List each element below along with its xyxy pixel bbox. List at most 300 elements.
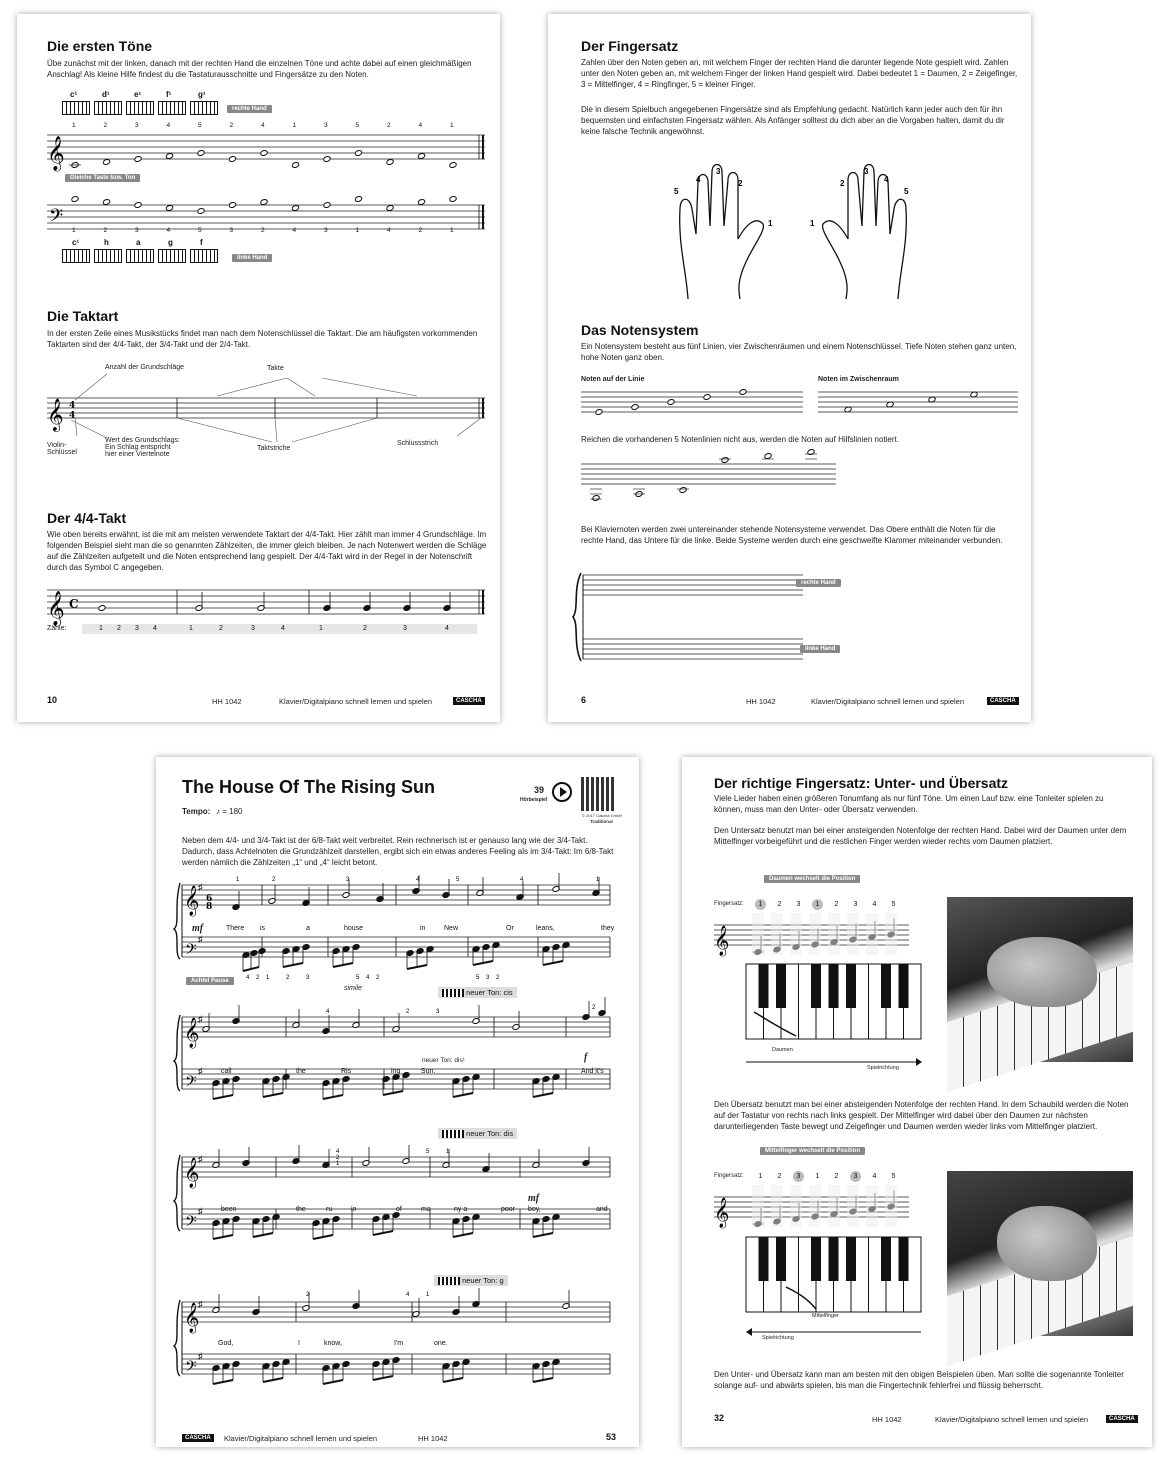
brace-icon [573, 573, 581, 661]
finger-number: 2 [834, 1173, 839, 1180]
finger-number: 4 [166, 122, 171, 129]
note [102, 159, 110, 166]
count-number: 1 [99, 625, 103, 632]
mini-keyboard-icon [62, 101, 90, 115]
note [134, 202, 142, 209]
lyric-word: poor [501, 1206, 516, 1213]
column-highlight [885, 913, 897, 955]
footer-code: HH 1042 [418, 1434, 448, 1443]
lyric-word: and [596, 1206, 608, 1213]
finger-label: 5 [904, 187, 909, 196]
new-tone-dis-label: neuer Ton: dis [466, 1129, 514, 1138]
takt44-text: Wie oben bereits erwähnt, ist die mit am meisten verwendete Taktart der 4/4-Takt. Hier zählt man immer 4 Grundschläge. Im folgenden Beispiel sieht man die so genannten Zählzeiten, die immer gleich bleiben. Je nach Notenwert werden die Schläge auf die Zählzeiten aufgeteilt und die Noten entsprechend lang gespielt. Der 4/4-Takt wird in der Regel in der Notenschrift durch das Symbol C angegeben. [47, 530, 487, 572]
new-tone-g [434, 1275, 508, 1286]
finger-number: 2 [496, 975, 500, 981]
finger-number: 2 [272, 877, 276, 883]
keyboard-icon [438, 1277, 460, 1285]
note-name: g [168, 238, 173, 247]
note [260, 199, 268, 206]
column-highlight [752, 913, 764, 955]
finger-number: 3 [229, 227, 234, 234]
tag-rechte-hand: rechte Hand [227, 105, 272, 113]
whole-note [98, 605, 106, 612]
lyric-word: one. [434, 1340, 448, 1347]
finger-number: 3 [486, 975, 490, 981]
lyric-word: God, [218, 1340, 234, 1347]
lyric-word: ing [391, 1068, 401, 1075]
black-key [899, 1237, 909, 1281]
traditional: Traditional [590, 819, 613, 824]
note-name: e¹ [134, 90, 142, 99]
finger-number: 4 [246, 975, 250, 981]
lyric-word: There [226, 925, 245, 932]
black-key [759, 1237, 769, 1281]
tag-gleiche-taste: Gleiche Taste bzw. Ton [65, 174, 140, 182]
note [260, 150, 268, 157]
track-label: Hörbeispiel [520, 797, 548, 803]
finger-number: 3 [793, 1171, 804, 1182]
text-fazit: Den Unter- und Übersatz kann man am besten mit den obigen Beispielen üben. Man sollte die sogenannte Tonleiter solange auf- und abwärts spielen, bis man die Fingertechnik fehlerfrei und flüssig beherrscht. [714, 1370, 1124, 1390]
note [667, 399, 675, 406]
time-signature-top: 4 [69, 401, 76, 411]
heading-unter-uebersatz: Der richtige Fingersatz: Unter- und Übersatz [714, 775, 1009, 791]
key-signature-sharp: ♯ [198, 1299, 203, 1309]
lyric-word: been [221, 1206, 237, 1213]
note [323, 202, 331, 209]
finger-label: 1 [768, 219, 773, 228]
finger-label: 4 [884, 175, 889, 184]
finger-number: 4 [416, 877, 420, 883]
finger-number: 4 [872, 1173, 877, 1180]
mini-keyboard-icon [158, 101, 186, 115]
label-grundschlaege: Anzahl der Grundschläge [105, 364, 184, 371]
finger-number: 1 [755, 899, 766, 910]
finger-number: 4 [387, 227, 391, 234]
intro-text: Übe zunächst mit der linken, danach mit der rechten Hand die einzelnen Töne und achte dabei auf einen gleichmäßigen Anschlag! Als kleine Hilfe findest du die Tastaturausschnitte und Fingersätze zu den Noten. [47, 59, 472, 79]
lyric-word: is [260, 925, 266, 932]
lyric-word: ma [421, 1206, 431, 1213]
clef-icon: 𝄞 [714, 1198, 730, 1228]
mini-keyboard-icon [94, 249, 122, 263]
footer-code: HH 1042 [872, 1415, 902, 1424]
note [807, 449, 815, 456]
finger-number: 1 [596, 877, 600, 883]
finger-number: 1 [812, 899, 823, 910]
black-key [811, 1237, 821, 1281]
finger-number: 1 [72, 122, 76, 129]
column-highlight [847, 913, 859, 955]
count-number: 1 [189, 625, 193, 632]
label-noten-linie: Noten auf der Linie [581, 376, 645, 383]
lyric-word: they [601, 925, 615, 932]
lyric-word: ny a [454, 1206, 468, 1213]
footer-book: Klavier/Digitalpiano schnell lernen und spielen [811, 697, 965, 706]
count-number: 2 [363, 625, 367, 632]
note [631, 404, 639, 411]
pointer-line [217, 378, 287, 396]
finger-number: 2 [592, 1005, 596, 1011]
brace-icon [174, 1015, 180, 1091]
note-name: a [136, 238, 141, 247]
page-6 [548, 14, 1031, 722]
column-highlight [866, 913, 878, 955]
clef-icon: 𝄞 [184, 1018, 200, 1048]
lyric-word: Sun. [421, 1068, 436, 1075]
finger-number: 2 [103, 122, 108, 129]
tempo-label: Tempo: [182, 807, 211, 816]
key-signature-sharp: ♯ [198, 1014, 203, 1024]
arrow-right [746, 1057, 921, 1067]
keyboard-icon [442, 989, 464, 997]
pointer-line [322, 378, 417, 396]
brace-icon [174, 1300, 180, 1376]
pointer-line [275, 418, 277, 442]
black-key [776, 964, 786, 1008]
finger-label: 3 [864, 167, 869, 176]
clef-icon: 𝄞 [184, 1303, 200, 1333]
clef-icon: 𝄢 [49, 206, 64, 231]
note [228, 156, 236, 163]
mini-keyboard-icon [126, 249, 154, 263]
count-number: 2 [219, 625, 223, 632]
column-highlight [771, 1185, 783, 1227]
dynamic-f: f [584, 1052, 588, 1063]
finger-label: 4 [696, 175, 701, 184]
text-untersatz: Den Untersatz benutzt man bei einer ansteigenden Notenfolge der rechten Hand. Dabei wird der Daumen unter dem Mittelfinger vorbeigeführt und die restlichen Finger werden wieder rechts vom Daumen platziert. [714, 826, 1127, 846]
lyric-word: Or [506, 925, 514, 932]
finger-number: 4 [418, 122, 423, 129]
staff-linie [581, 388, 803, 418]
pointer-line [457, 418, 481, 436]
dynamic-mf-1: mf [192, 923, 204, 934]
finger-number: 3 [850, 1171, 861, 1182]
lyric-word: I'm [394, 1340, 404, 1347]
finger-number: 3 [324, 122, 328, 129]
finger-number: 1 [236, 877, 240, 883]
finger-number: 2 [256, 975, 260, 981]
pointer-line [292, 418, 377, 442]
note [197, 208, 205, 215]
finger-number: 1 [355, 227, 360, 234]
note [679, 487, 687, 494]
note-name: f¹ [166, 90, 172, 99]
column-highlight [771, 913, 783, 955]
note [449, 162, 457, 169]
note [449, 196, 457, 203]
clef-icon: 𝄞 [47, 398, 64, 431]
photo-hand-uebersatz [947, 1171, 1133, 1336]
finger-number: 2 [376, 975, 380, 981]
lyric-word: I [298, 1340, 300, 1347]
arrow-head [746, 1328, 752, 1336]
system-4 [176, 1292, 616, 1402]
note [197, 150, 205, 157]
note [354, 150, 362, 157]
label-spielrichtung-2: Spielrichtung [762, 1335, 794, 1341]
note-name: d¹ [102, 90, 110, 99]
count-number: 4 [153, 625, 157, 632]
finger-number: 2 [336, 1155, 340, 1161]
count-number: 3 [403, 625, 407, 632]
intro-text: Neben dem 4/4- und 3/4-Takt ist der 6/8-Takt weit verbreitet. Rein rechnerisch ist er genauso lang wie der 3/4-Takt. Dadurch, dass Achtelnoten die Grundzählzeit darstellen, ergibt sich ein etwas anderes Feeling als im 3/4-Takt: Im 6/8-Takt werden nämlich die Zählzeiten „1“ und „4“ leicht betont. [182, 836, 614, 867]
lyric-word: Ris [341, 1068, 352, 1075]
note [739, 389, 747, 396]
mini-keyboard-icon [190, 249, 218, 263]
finger-number: 5 [356, 975, 360, 981]
note [386, 159, 394, 166]
key-signature-sharp: ♯ [198, 882, 203, 892]
finger-number: 1 [446, 1149, 450, 1155]
finger-label: 3 [716, 167, 721, 176]
finger-number: 3 [853, 901, 858, 908]
finger-number: 3 [346, 877, 350, 883]
black-key [829, 964, 839, 1008]
lyric-word: the [296, 1068, 306, 1075]
tag-rechte-hand: rechte Hand [796, 579, 841, 587]
label-wert: Wert des Grundschlags: Ein Schlag entspricht hier einer Viertelnote [105, 437, 180, 458]
label-violin: Violin- Schlüssel [47, 442, 77, 456]
column-highlight [885, 1185, 897, 1227]
brace-icon [174, 1155, 180, 1231]
finger-number: 4 [261, 122, 265, 129]
note [721, 457, 729, 464]
heading-fingersatz: Der Fingersatz [581, 38, 679, 54]
note [228, 202, 236, 209]
black-key [759, 964, 769, 1008]
column-highlight [866, 1185, 878, 1227]
lyric-word: And it's [581, 1068, 604, 1075]
new-tone-cis [438, 987, 517, 998]
finger-number: 4 [520, 877, 524, 883]
count-number: 2 [117, 625, 121, 632]
new-tone-dis1: neuer Ton: dis¹ [422, 1057, 465, 1064]
note [71, 196, 79, 203]
taktart-text: In der ersten Zeile eines Musikstücks findet man nach dem Notenschlüssel die Taktart. Die am häufigsten vorkommenden Taktarten sind der 4/4-Takt, der 3/4-Takt und der 2/4-Takt. [47, 329, 478, 349]
lyric-word: New [444, 925, 459, 932]
key-signature-sharp: ♯ [198, 1066, 203, 1076]
lyric-word: boy, [528, 1206, 541, 1213]
finger-number: 3 [324, 227, 328, 234]
clef-icon: 𝄢 [185, 1358, 197, 1379]
hands-illustration [668, 154, 918, 304]
page-10 [17, 14, 500, 722]
finger-number: 3 [135, 227, 139, 234]
finger-number: 3 [135, 122, 139, 129]
label-spielrichtung-1: Spielrichtung [867, 1065, 899, 1071]
staff-uebersatz [714, 1187, 909, 1227]
finger-label: 5 [674, 187, 679, 196]
finger-number: 4 [326, 1009, 330, 1015]
staff-zwischenraum [818, 388, 1018, 418]
lyric-word: a [306, 925, 310, 932]
column-highlight [752, 1185, 764, 1227]
mini-keyboard-icon [94, 101, 122, 115]
brand-logo: CASCHA [453, 697, 485, 705]
finger-number: 5 [198, 227, 202, 234]
lyric-word: in [420, 925, 426, 932]
song-title: The House Of The Rising Sun [182, 777, 436, 797]
staff-44 [47, 584, 487, 624]
column-highlight [790, 1185, 802, 1227]
new-tone-cis-label: neuer Ton: cis [466, 988, 513, 997]
page-number: 6 [581, 695, 587, 705]
footer-book: Klavier/Digitalpiano schnell lernen und spielen [224, 1434, 378, 1443]
clef-icon: 𝄞 [184, 1158, 200, 1188]
black-key [811, 964, 821, 1008]
lyric-word: of [396, 1206, 402, 1213]
finger-label: 2 [840, 179, 845, 188]
time-signature: 8 [206, 902, 213, 912]
note [592, 495, 600, 502]
left-hand-icon [680, 165, 764, 300]
mini-keyboard-icon [190, 101, 218, 115]
heading-44-takt: Der 4/4-Takt [47, 510, 127, 526]
mini-keyboard-icon [126, 101, 154, 115]
lyric-word: house [344, 925, 364, 932]
lyric-word: know, [324, 1340, 342, 1347]
time-signature-bottom: 4 [69, 411, 76, 421]
finger-number: 1 [72, 227, 76, 234]
note-name: c¹ [72, 238, 80, 247]
finger-number: 2 [229, 122, 234, 129]
page-53 [156, 757, 639, 1447]
keyboard-untersatz [746, 964, 921, 1039]
footer-book: Klavier/Digitalpiano schnell lernen und spielen [935, 1415, 1089, 1424]
finger-number: 1 [266, 975, 270, 981]
note [102, 199, 110, 206]
finger-number: 1 [426, 1292, 430, 1298]
note [417, 153, 425, 160]
pointer-line [177, 418, 272, 442]
finger-number: 4 [366, 975, 370, 981]
new-tone-dis [438, 1128, 517, 1139]
mini-keyboard-icon [158, 249, 186, 263]
note [386, 205, 394, 212]
black-key [846, 1237, 856, 1281]
finger-number: 3 [436, 1009, 440, 1015]
hilfslinien-text: Reichen die vorhandenen 5 Notenlinien nicht aus, werden die Noten auf Hilfslinien notiert. [581, 435, 899, 444]
finger-number: 2 [261, 227, 265, 234]
note-name: c¹ [70, 90, 78, 99]
copyright: © 2017 Cascha GmbH [582, 813, 623, 818]
brand-logo: CASCHA [987, 697, 1019, 705]
clef-icon: 𝄢 [185, 1213, 197, 1234]
column-highlight [828, 1185, 840, 1227]
black-key [846, 964, 856, 1008]
finger-number: 2 [406, 1009, 410, 1015]
finger-number: 1 [450, 227, 454, 234]
staff-taktart [47, 374, 487, 434]
footer-code: HH 1042 [746, 697, 776, 706]
finger-number: 2 [306, 1292, 310, 1298]
page-number: 53 [606, 1432, 617, 1442]
column-highlight [847, 1185, 859, 1227]
note [595, 409, 603, 416]
footer-code: HH 1042 [212, 697, 242, 706]
right-hand-icon [823, 165, 907, 300]
finger-number: 4 [406, 1292, 410, 1298]
note [417, 199, 425, 206]
arrow-head [916, 1058, 922, 1066]
finger-label: 2 [738, 179, 743, 188]
clef-icon: 𝄞 [47, 591, 65, 626]
clef-icon: 𝄢 [185, 1073, 197, 1094]
note [354, 196, 362, 203]
page-number: 10 [47, 695, 58, 705]
tag-daumen-wechselt: Daumen wechselt die Position [764, 875, 860, 883]
finger-number: 5 [426, 1149, 430, 1155]
page-number: 32 [714, 1413, 725, 1423]
clef-icon: 𝄞 [184, 886, 200, 916]
finger-number: 1 [815, 1173, 820, 1180]
note-name: f [200, 238, 203, 247]
finger-number: 4 [336, 1149, 340, 1155]
brand-logo: CASCHA [1106, 1415, 1138, 1423]
finger-number: 1 [292, 122, 297, 129]
black-key [881, 1237, 891, 1281]
tag-mittelfinger-wechselt: Mittelfinger wechselt die Position [760, 1147, 865, 1155]
pointer-line [75, 374, 107, 400]
lyric-word: the [296, 1206, 306, 1213]
clef-icon: 𝄞 [714, 926, 730, 956]
note [291, 205, 299, 212]
finger-number: 5 [891, 901, 896, 908]
count-number: 4 [445, 625, 449, 632]
label-noten-zwischenraum: Noten im Zwischenraum [818, 376, 899, 383]
finger-number: 2 [418, 227, 423, 234]
qr-code-icon[interactable] [581, 777, 615, 811]
mini-keyboard-icon [62, 249, 90, 263]
finger-number: 1 [758, 1173, 763, 1180]
finger-number: 2 [834, 901, 839, 908]
finger-number: 2 [286, 975, 290, 981]
finger-number: 5 [198, 122, 202, 129]
heading-notensystem: Das Notensystem [581, 322, 699, 338]
finger-number: 3 [306, 975, 310, 981]
text-uebersatz: Den Übersatz benutzt man bei einer absteigenden Notenfolge der rechten Hand. In dem Schaubild werden die Noten auf der Tastatur von rechts nach links gespielt. Der Mittelfinger wird dabei über den Daumen zur nächsten darunterliegenden Taste bewegt und Zeigefinger und Daumen werden wieder links vom Mittelfinger platziert. [714, 1100, 1129, 1131]
tag-linke-hand: linke Hand [800, 645, 840, 653]
fingersatz-text-1: Zahlen über den Noten geben an, mit welchem Finger der rechten Hand die darunter liegende Note gespielt wird. Zahlen unter den Noten geben an, mit welchem Finger der linken Hand gespielt wird. Dabei bedeutet 1 = Daumen, 2 = Zeigefinger, 3 = Mittelfinger, 4 = Ringfinger, 5 = kleiner Finger. [581, 58, 1018, 89]
finger-number: 4 [872, 901, 877, 908]
time-signature: 6 [206, 894, 213, 904]
tag-linke-hand: linke Hand [232, 254, 272, 262]
count-number: 3 [251, 625, 255, 632]
system-3 [176, 1147, 616, 1257]
page-32 [682, 757, 1152, 1447]
finger-number: 4 [166, 227, 171, 234]
lyric-word: call [221, 1068, 232, 1075]
notensystem-text: Ein Notensystem besteht aus fünf Linien, vier Zwischenräumen und einem Notenschlüssel. Tiefe Noten stehen ganz unten, hohe Noten ganz oben. [581, 342, 1017, 362]
key-signature-sharp: ♯ [198, 1154, 203, 1164]
count-number: 3 [135, 625, 139, 632]
finger-number: 2 [777, 901, 782, 908]
text-intro: Viele Lieder haben einen größeren Tonumfang als nur fünf Töne. Um einen Lauf bzw. eine Tonleiter spielen zu können, muss man den Unter- oder Übersatz verwenden. [714, 794, 1104, 814]
play-icon[interactable] [552, 782, 572, 802]
column-highlight [809, 1185, 821, 1227]
staff-hilfslinien [581, 454, 841, 514]
pointer-line [287, 378, 315, 396]
finger-label: 1 [810, 219, 815, 228]
key-signature-sharp: ♯ [198, 1351, 203, 1361]
finger-number: 5 [355, 122, 360, 129]
column-highlight [809, 913, 821, 955]
system-2 [176, 1007, 616, 1117]
finger-number: 5 [476, 975, 480, 981]
fingersatz-text-2: Die in diesem Spielbuch angegebenen Fingersätze sind als Empfehlung gedacht. Natürlich kann jeder auch den für ihn bequemsten und einfachsten Fingersatz wählen. Als Anfänger solltest du dich aber an die Vorgaben halten, damit du dir keine falsche Technik angewöhnst. [581, 105, 1005, 136]
photo-hand-untersatz [947, 897, 1133, 1062]
lyric-word: ru [326, 1206, 333, 1213]
staff-treble-1 [47, 129, 487, 169]
